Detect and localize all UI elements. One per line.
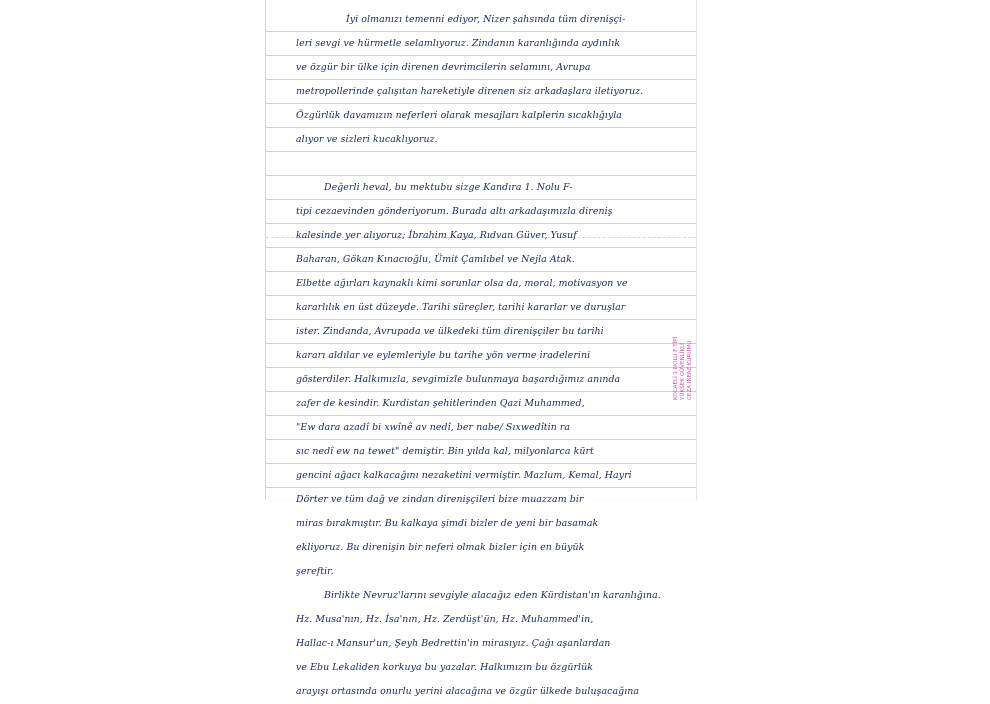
letter-line: Birlikte Nevruz'larını sevgiyle alacağız eden Kürdistan'ın karanlığına. bbox=[324, 590, 661, 601]
stamp-line: YÜKSEK GÜVENLİKLİ bbox=[680, 343, 686, 400]
letter-line: Özgürlük davamızın neferleri olarak mesajları kalplerin sıcaklığıyla bbox=[296, 110, 622, 121]
letter-line: "Ew dara azadî bi xwînê av nedî, ber nabe/ Sıxwedîtin ra bbox=[296, 422, 571, 433]
prison-stamp bbox=[673, 282, 693, 400]
letter-line: ve Ebu Lekaliden korkuya bu yazalar. Halkımızın bu özgürlük bbox=[296, 662, 593, 673]
letter-line: zafer de kesindir. Kurdistan şehitlerinden Qazi Muhammed, bbox=[296, 398, 585, 409]
letter-line: Değerli heval, bu mektubu sizge Kandıra 1. Nolu F- bbox=[324, 182, 573, 193]
letter-line: ister. Zindanda, Avrupada ve ülkedeki tüm direnişçiler bu tarihi bbox=[296, 326, 604, 337]
stamp-line: KOCAELİ 1 NOLU F TİPİ bbox=[673, 336, 679, 400]
letter-line: şereftir. bbox=[296, 566, 334, 577]
paragraph-gap bbox=[296, 152, 681, 176]
letter-line: arayışı ortasında onurlu yerini alacağına ve özgür ülkede buluşacağına bbox=[296, 686, 640, 697]
letter-line: kararlılık en üst düzeyde. Tarihi süreçler, tarihi kararlar ve duruşlar bbox=[296, 302, 626, 313]
letter-line: ve özgür bir ülke için direnen devrimcilerin selamını, Avrupa bbox=[296, 62, 591, 73]
letter-line: Hallac-ı Mansur'un, Şeyh Bedrettin'in mirasıyız. Çağı aşanlardan bbox=[296, 638, 611, 649]
letter-line: gencini ağacı kalkacağını nezaketini vermiştir. Mazlum, Kemal, Hayri bbox=[296, 470, 632, 481]
stamp-line: CEZA İNFAZ KURUMU bbox=[687, 340, 693, 400]
letter-line: ekliyoruz. Bu direnişin bir neferi olmak bizler için en büyük bbox=[296, 542, 585, 553]
letter-line: Elbette ağırları kaynaklı kimi sorunlar olsa da, moral, motivasyon ve bbox=[296, 278, 628, 289]
letter-line: miras bırakmıştır. Bu kalkaya şimdi bizler de yeni bir basamak bbox=[296, 518, 599, 529]
letter-line: alıyor ve sizleri kucaklıyoruz. bbox=[296, 134, 438, 145]
letter-line: metropollerinde çalışıtan hareketiyle direnen siz arkadaşlara iletiyoruz. bbox=[296, 86, 644, 97]
letter-line: leri sevgi ve hürmetle selamlıyoruz. Zindanın karanlığında aydınlık bbox=[296, 38, 621, 49]
handwritten-letter bbox=[296, 8, 681, 704]
letter-line: Dörter ve tüm dağ ve zindan direnişçileri bize muazzam bir bbox=[296, 494, 584, 505]
letter-line: Baharan, Gökan Kınacıoğlu, Ümit Çamlıbel ve Nejla Atak. bbox=[296, 254, 575, 265]
letter-line: İyi olmanızı temenni ediyor, Nizer şahsında tüm direnişçi- bbox=[346, 14, 626, 25]
letter-line: kalesinde yer alıyoruz; İbrahim Kaya, Rıdvan Güver, Yusuf bbox=[296, 230, 577, 241]
letter-line: tipi cezaevinden gönderiyorum. Burada altı arkadaşımızla direniş bbox=[296, 206, 613, 217]
letter-line: gösterdiler. Halkımızla, sevgimizle bulunmaya başardığımız anında bbox=[296, 374, 621, 385]
letter-line: kararı aldılar ve eylemleriyle bu tarihe yön verme iradelerini bbox=[296, 350, 591, 361]
letter-line: Hz. Musa'nın, Hz. İsa'nın, Hz. Zerdüşt'ün, Hz. Muhammed'in, bbox=[296, 614, 594, 625]
letter-page bbox=[265, 0, 697, 697]
letter-line: sıc nedî ew na tewet" demiştir. Bin yılda kal, milyonlarca kürt bbox=[296, 446, 594, 457]
